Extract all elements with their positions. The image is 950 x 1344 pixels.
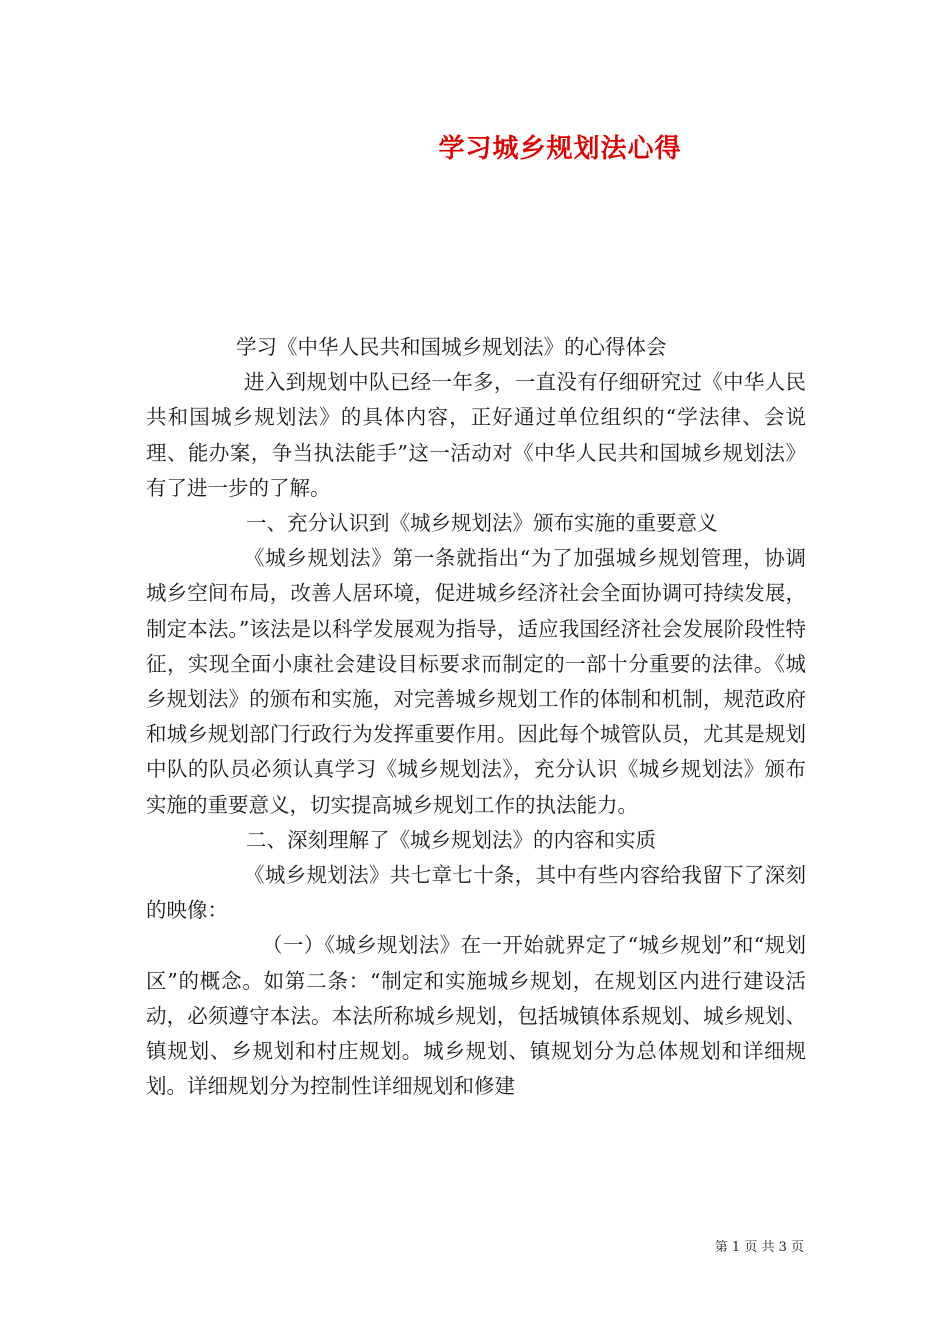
document-subtitle: 学习《中华人民共和国城乡规划法》的心得体会 [236, 335, 667, 359]
paragraph-subsection-1: （一）《城乡规划法》在一开始就界定了“城乡规划”和“规划区”的概念。如第二条：“制定和实施城乡规划，在规划区内进行建设活动，必须遵守本法。本法所称城乡规划，包括城镇体系规划、城乡规划、镇规划、乡规划和村庄规划。城乡规划、镇规划分为总体规划和详细规划。详细规划分为控制性详细规划和修建 [146, 933, 806, 1099]
document-body [146, 330, 806, 1104]
paragraph-section-1: 《城乡规划法》第一条就指出“为了加强城乡规划管理，协调城乡空间布局，改善人居环境，促进城乡经济社会全面协调可持续发展，制定本法。”该法是以科学发展观为指导，适应我国经济社会发展阶段性特征，实现全面小康社会建设目标要求而制定的一部十分重要的法律。《城乡规划法》的颁布和实施，对完善城乡规划工作的体制和机制，规范政府和城乡规划部门行政行为发挥重要作用。因此每个城管队员，尤其是规划中队的队员必须认真学习《城乡规划法》，充分认识《城乡规划法》颁布实施的重要意义，切实提高城乡规划工作的执法能力。 [146, 546, 806, 817]
section-heading-2: 二、深刻理解了《城乡规划法》的内容和实质 [246, 827, 656, 852]
page-number: 第 1 页 共 3 页 [714, 1240, 804, 1255]
paragraph-intro: 进入到规划中队已经一年多，一直没有仔细研究过《中华人民共和国城乡规划法》的具体内容，正好通过单位组织的“学法律、会说理、能办案，争当执法能手”这一活动对《中华人民共和国城乡规划法》有了进一步的了解。 [146, 370, 806, 500]
document-title: 学习城乡规划法心得 [438, 134, 682, 164]
paragraph-section-2: 《城乡规划法》共七章七十条，其中有些内容给我留下了深刻的映像： [146, 863, 806, 923]
section-heading-1: 一、充分认识到《城乡规划法》颁布实施的重要意义 [246, 511, 718, 536]
